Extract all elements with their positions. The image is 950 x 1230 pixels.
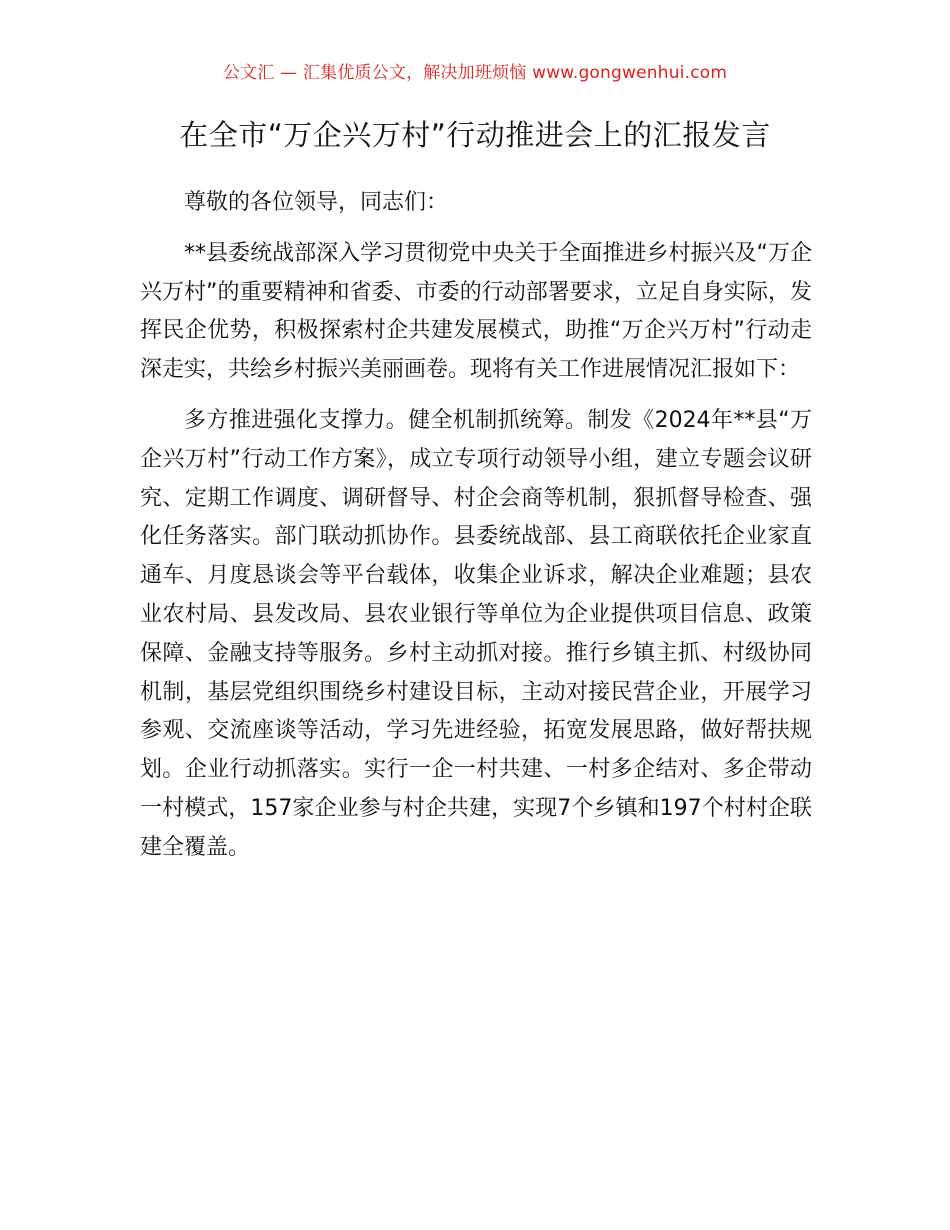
watermark-header: 公文汇 — 汇集优质公文，解决加班烦恼 www.gongwenhui.com [222, 63, 728, 83]
document-body [140, 184, 812, 868]
salutation: 尊敬的各位领导，同志们： [184, 190, 449, 215]
document-title: 在全市“万企兴万村”行动推进会上的汇报发言 [179, 118, 771, 152]
paragraph-support: 多方推进强化支撑力。健全机制抓统筹。制发《2024年**县“万企兴万村”行动工作方案》，成立专项行动领导小组，建立专题会议研究、定期工作调度、调研督导、村企会商等机制，狠抓督导检查、强化任务落实。部门联动抓协作。县委统战部、县工商联依托企业家直通车、月度恳谈会等平台载体，收集企业诉求，解决企业难题；县农业农村局、县发改局、县农业银行等单位为企业提供项目信息、政策保障、金融支持等服务。乡村主动抓对接。推行乡镇主抓、村级协同机制，基层党组织围绕乡村建设目标，主动对接民营企业，开展学习参观、交流座谈等活动，学习先进经验，拓宽发展思路，做好帮扶规划。企业行动抓落实。实行一企一村共建、一村多企结对、多企带动一村模式，157家企业参与村企共建，实现7个乡镇和197个村村企联建全覆盖。 [140, 407, 812, 860]
paragraph-intro: **县委统战部深入学习贯彻党中央关于全面推进乡村振兴及“万企兴万村”的重要精神和省委、市委的行动部署要求，立足自身实际，发挥民企优势，积极探索村企共建发展模式，助推“万企兴万村”行动走深走实，共绘乡村振兴美丽画卷。现将有关工作进展情况汇报如下： [140, 240, 812, 383]
